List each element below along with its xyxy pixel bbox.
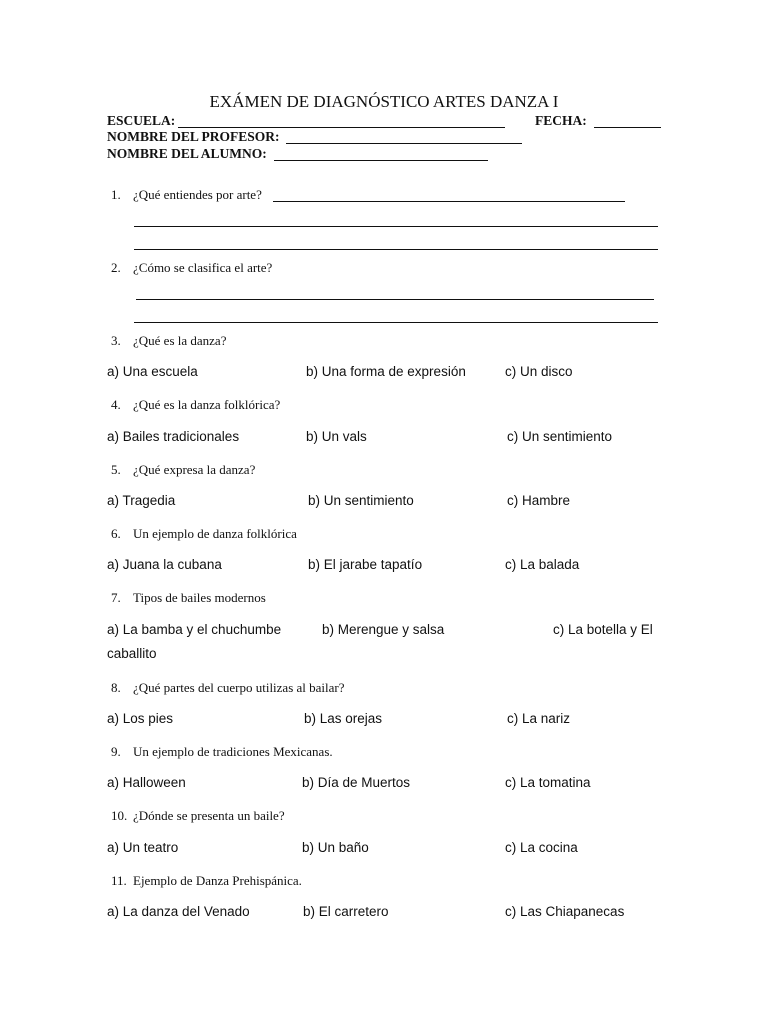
option-c[interactable]: c) Hambre: [507, 493, 571, 508]
answer-line[interactable]: [134, 249, 658, 250]
option-b[interactable]: b) Un baño: [302, 840, 369, 855]
student-field[interactable]: [274, 160, 488, 161]
question-text: ¿Qué es la danza?: [133, 333, 227, 348]
teacher-field[interactable]: [286, 143, 522, 144]
school-label: ESCUELA:: [107, 113, 176, 128]
option-a[interactable]: a) Juana la cubana: [107, 557, 222, 572]
option-a[interactable]: a) Halloween: [107, 775, 186, 790]
option-b[interactable]: b) Día de Muertos: [302, 775, 411, 790]
question-number: 5.: [111, 462, 121, 477]
option-c-continued: caballito: [107, 646, 157, 661]
question-text: ¿Qué expresa la danza?: [133, 462, 256, 477]
option-a[interactable]: a) La danza del Venado: [107, 904, 250, 919]
question-number: 4.: [111, 397, 121, 412]
option-a[interactable]: a) La bamba y el chuchumbe: [107, 622, 282, 637]
option-a[interactable]: a) Bailes tradicionales: [107, 429, 240, 444]
date-field[interactable]: [594, 127, 661, 128]
question-number: 1.: [111, 187, 121, 202]
question-number: 6.: [111, 526, 121, 541]
answer-line[interactable]: [136, 299, 654, 300]
question-text: ¿Dónde se presenta un baile?: [133, 808, 285, 823]
question-text: ¿Qué es la danza folklórica?: [133, 397, 281, 412]
option-a[interactable]: a) Un teatro: [107, 840, 179, 855]
option-b[interactable]: b) El carretero: [303, 904, 389, 919]
option-b[interactable]: b) Una forma de expresión: [306, 364, 466, 379]
question-text: Ejemplo de Danza Prehispánica.: [133, 873, 302, 888]
answer-line[interactable]: [273, 201, 625, 202]
option-b[interactable]: b) Merengue y salsa: [322, 622, 445, 637]
option-c[interactable]: c) La cocina: [505, 840, 578, 855]
option-a[interactable]: a) Una escuela: [107, 364, 198, 379]
option-c[interactable]: c) La tomatina: [505, 775, 591, 790]
school-field[interactable]: [178, 127, 505, 128]
option-a[interactable]: a) Tragedia: [107, 493, 176, 508]
option-a[interactable]: a) Los pies: [107, 711, 174, 726]
student-label: NOMBRE DEL ALUMNO:: [107, 146, 267, 161]
question-number: 9.: [111, 744, 121, 759]
option-c[interactable]: c) La botella y El: [553, 622, 653, 637]
option-b[interactable]: b) Un sentimiento: [308, 493, 414, 508]
option-c[interactable]: c) La balada: [505, 557, 580, 572]
question-text: Tipos de bailes modernos: [133, 590, 266, 605]
question-number: 8.: [111, 680, 121, 695]
question-text: ¿Cómo se clasifica el arte?: [133, 260, 273, 275]
option-c[interactable]: c) Las Chiapanecas: [505, 904, 625, 919]
answer-line[interactable]: [134, 322, 658, 323]
question-text: Un ejemplo de tradiciones Mexicanas.: [133, 744, 333, 759]
option-b[interactable]: b) Las orejas: [304, 711, 383, 726]
option-b[interactable]: b) El jarabe tapatío: [308, 557, 423, 572]
answer-line[interactable]: [134, 226, 658, 227]
question-number: 7.: [111, 590, 121, 605]
option-c[interactable]: c) Un sentimiento: [507, 429, 613, 444]
option-c[interactable]: c) Un disco: [505, 364, 573, 379]
question-number: 11.: [111, 873, 127, 888]
option-c[interactable]: c) La nariz: [507, 711, 571, 726]
question-text: ¿Qué partes del cuerpo utilizas al bailar?: [133, 680, 345, 695]
question-text: ¿Qué entiendes por arte?: [133, 187, 262, 202]
question-number: 2.: [111, 260, 121, 275]
date-label: FECHA:: [535, 113, 587, 128]
teacher-label: NOMBRE DEL PROFESOR:: [107, 129, 280, 144]
question-number: 10.: [111, 808, 128, 823]
question-text: Un ejemplo de danza folklórica: [133, 526, 297, 541]
exam-title: EXÁMEN DE DIAGNÓSTICO ARTES DANZA I: [209, 92, 559, 111]
question-number: 3.: [111, 333, 121, 348]
option-b[interactable]: b) Un vals: [306, 429, 367, 444]
